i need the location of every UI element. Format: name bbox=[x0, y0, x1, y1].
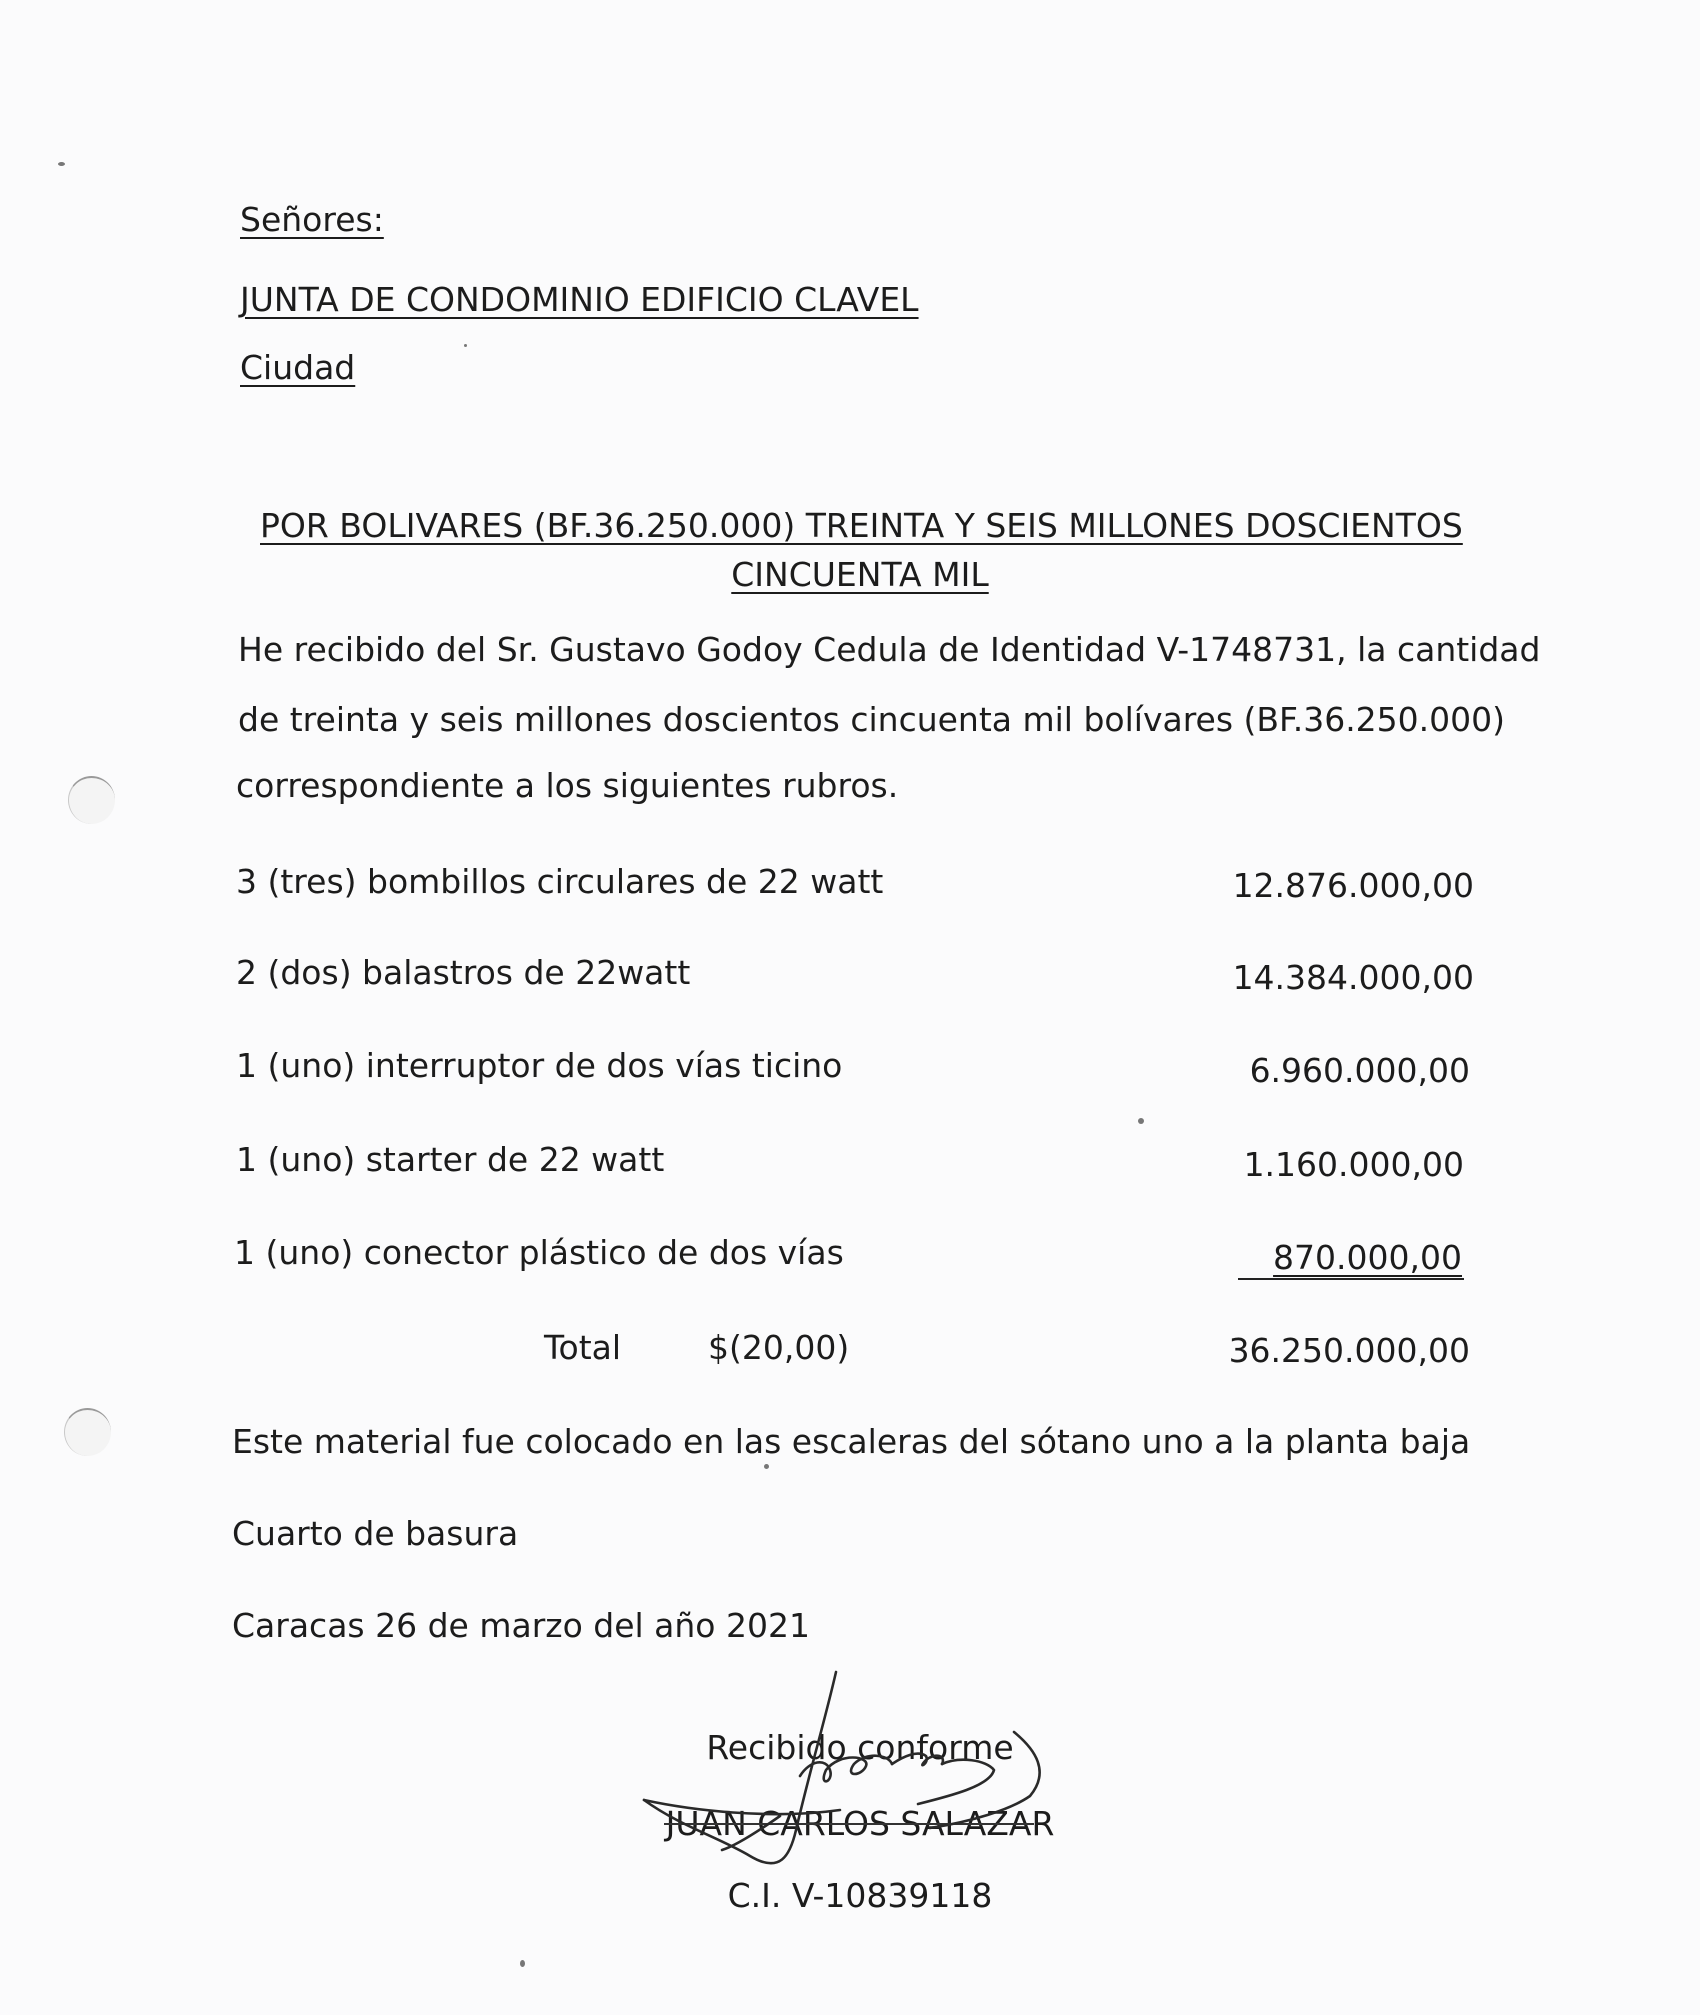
punch-hole-bottom bbox=[64, 1408, 111, 1456]
scan-speck bbox=[764, 1464, 769, 1469]
total-label: Total bbox=[544, 1328, 622, 1367]
signature-stroke bbox=[644, 1800, 840, 1814]
signature-stroke bbox=[892, 1754, 943, 1766]
salutation: Señores: bbox=[240, 200, 384, 239]
item-amount: 12.876.000,00 bbox=[1232, 866, 1474, 905]
item-description: 1 (uno) interruptor de dos vías ticino bbox=[236, 1046, 843, 1085]
item-amount: 870.000,00 bbox=[1273, 1238, 1462, 1277]
item-amount: 6.960.000,00 bbox=[1249, 1051, 1470, 1090]
total-usd: $(20,00) bbox=[708, 1328, 850, 1367]
addressee: JUNTA DE CONDOMINIO EDIFICIO CLAVEL bbox=[240, 280, 919, 319]
note-location: Este material fue colocado en las escaleras del sótano uno a la planta baja bbox=[232, 1422, 1471, 1461]
received-label: Recibido conforme bbox=[706, 1728, 1014, 1767]
scan-speck bbox=[1138, 1118, 1144, 1124]
date-line: Caracas 26 de marzo del año 2021 bbox=[232, 1606, 810, 1645]
item-description: 3 (tres) bombillos circulares de 22 watt bbox=[236, 862, 884, 901]
body-line-2: de treinta y seis millones doscientos cincuenta mil bolívares (BF.36.250.000) bbox=[238, 700, 1506, 739]
total-amount: 36.250.000,00 bbox=[1228, 1331, 1470, 1370]
title-line-2: CINCUENTA MIL bbox=[731, 555, 989, 594]
note-room: Cuarto de basura bbox=[232, 1514, 519, 1553]
scan-speck bbox=[58, 162, 65, 166]
city: Ciudad bbox=[240, 348, 356, 387]
signer-name: JUAN CARLOS SALAZAR bbox=[665, 1804, 1055, 1843]
item-amount: 14.384.000,00 bbox=[1232, 958, 1474, 997]
item-description: 1 (uno) starter de 22 watt bbox=[236, 1140, 665, 1179]
subtotal-rule bbox=[1238, 1278, 1464, 1280]
item-description: 2 (dos) balastros de 22watt bbox=[236, 953, 691, 992]
body-line-3: correspondiente a los siguientes rubros. bbox=[236, 766, 899, 805]
signature-stroke bbox=[918, 1760, 994, 1804]
scan-speck bbox=[464, 344, 467, 347]
item-amount: 1.160.000,00 bbox=[1243, 1145, 1464, 1184]
body-line-1: He recibido del Sr. Gustavo Godoy Cedula de Identidad V-1748731, la cantidad bbox=[238, 630, 1541, 669]
scan-speck bbox=[520, 1960, 525, 1967]
signer-id: C.I. V-10839118 bbox=[727, 1876, 993, 1915]
item-description: 1 (uno) conector plástico de dos vías bbox=[234, 1233, 844, 1272]
handwritten-signature bbox=[630, 1660, 1090, 1900]
title-line-1: POR BOLIVARES (BF.36.250.000) TREINTA Y SEIS MILLONES DOSCIENTOS bbox=[260, 506, 1463, 545]
punch-hole-top bbox=[68, 776, 115, 824]
